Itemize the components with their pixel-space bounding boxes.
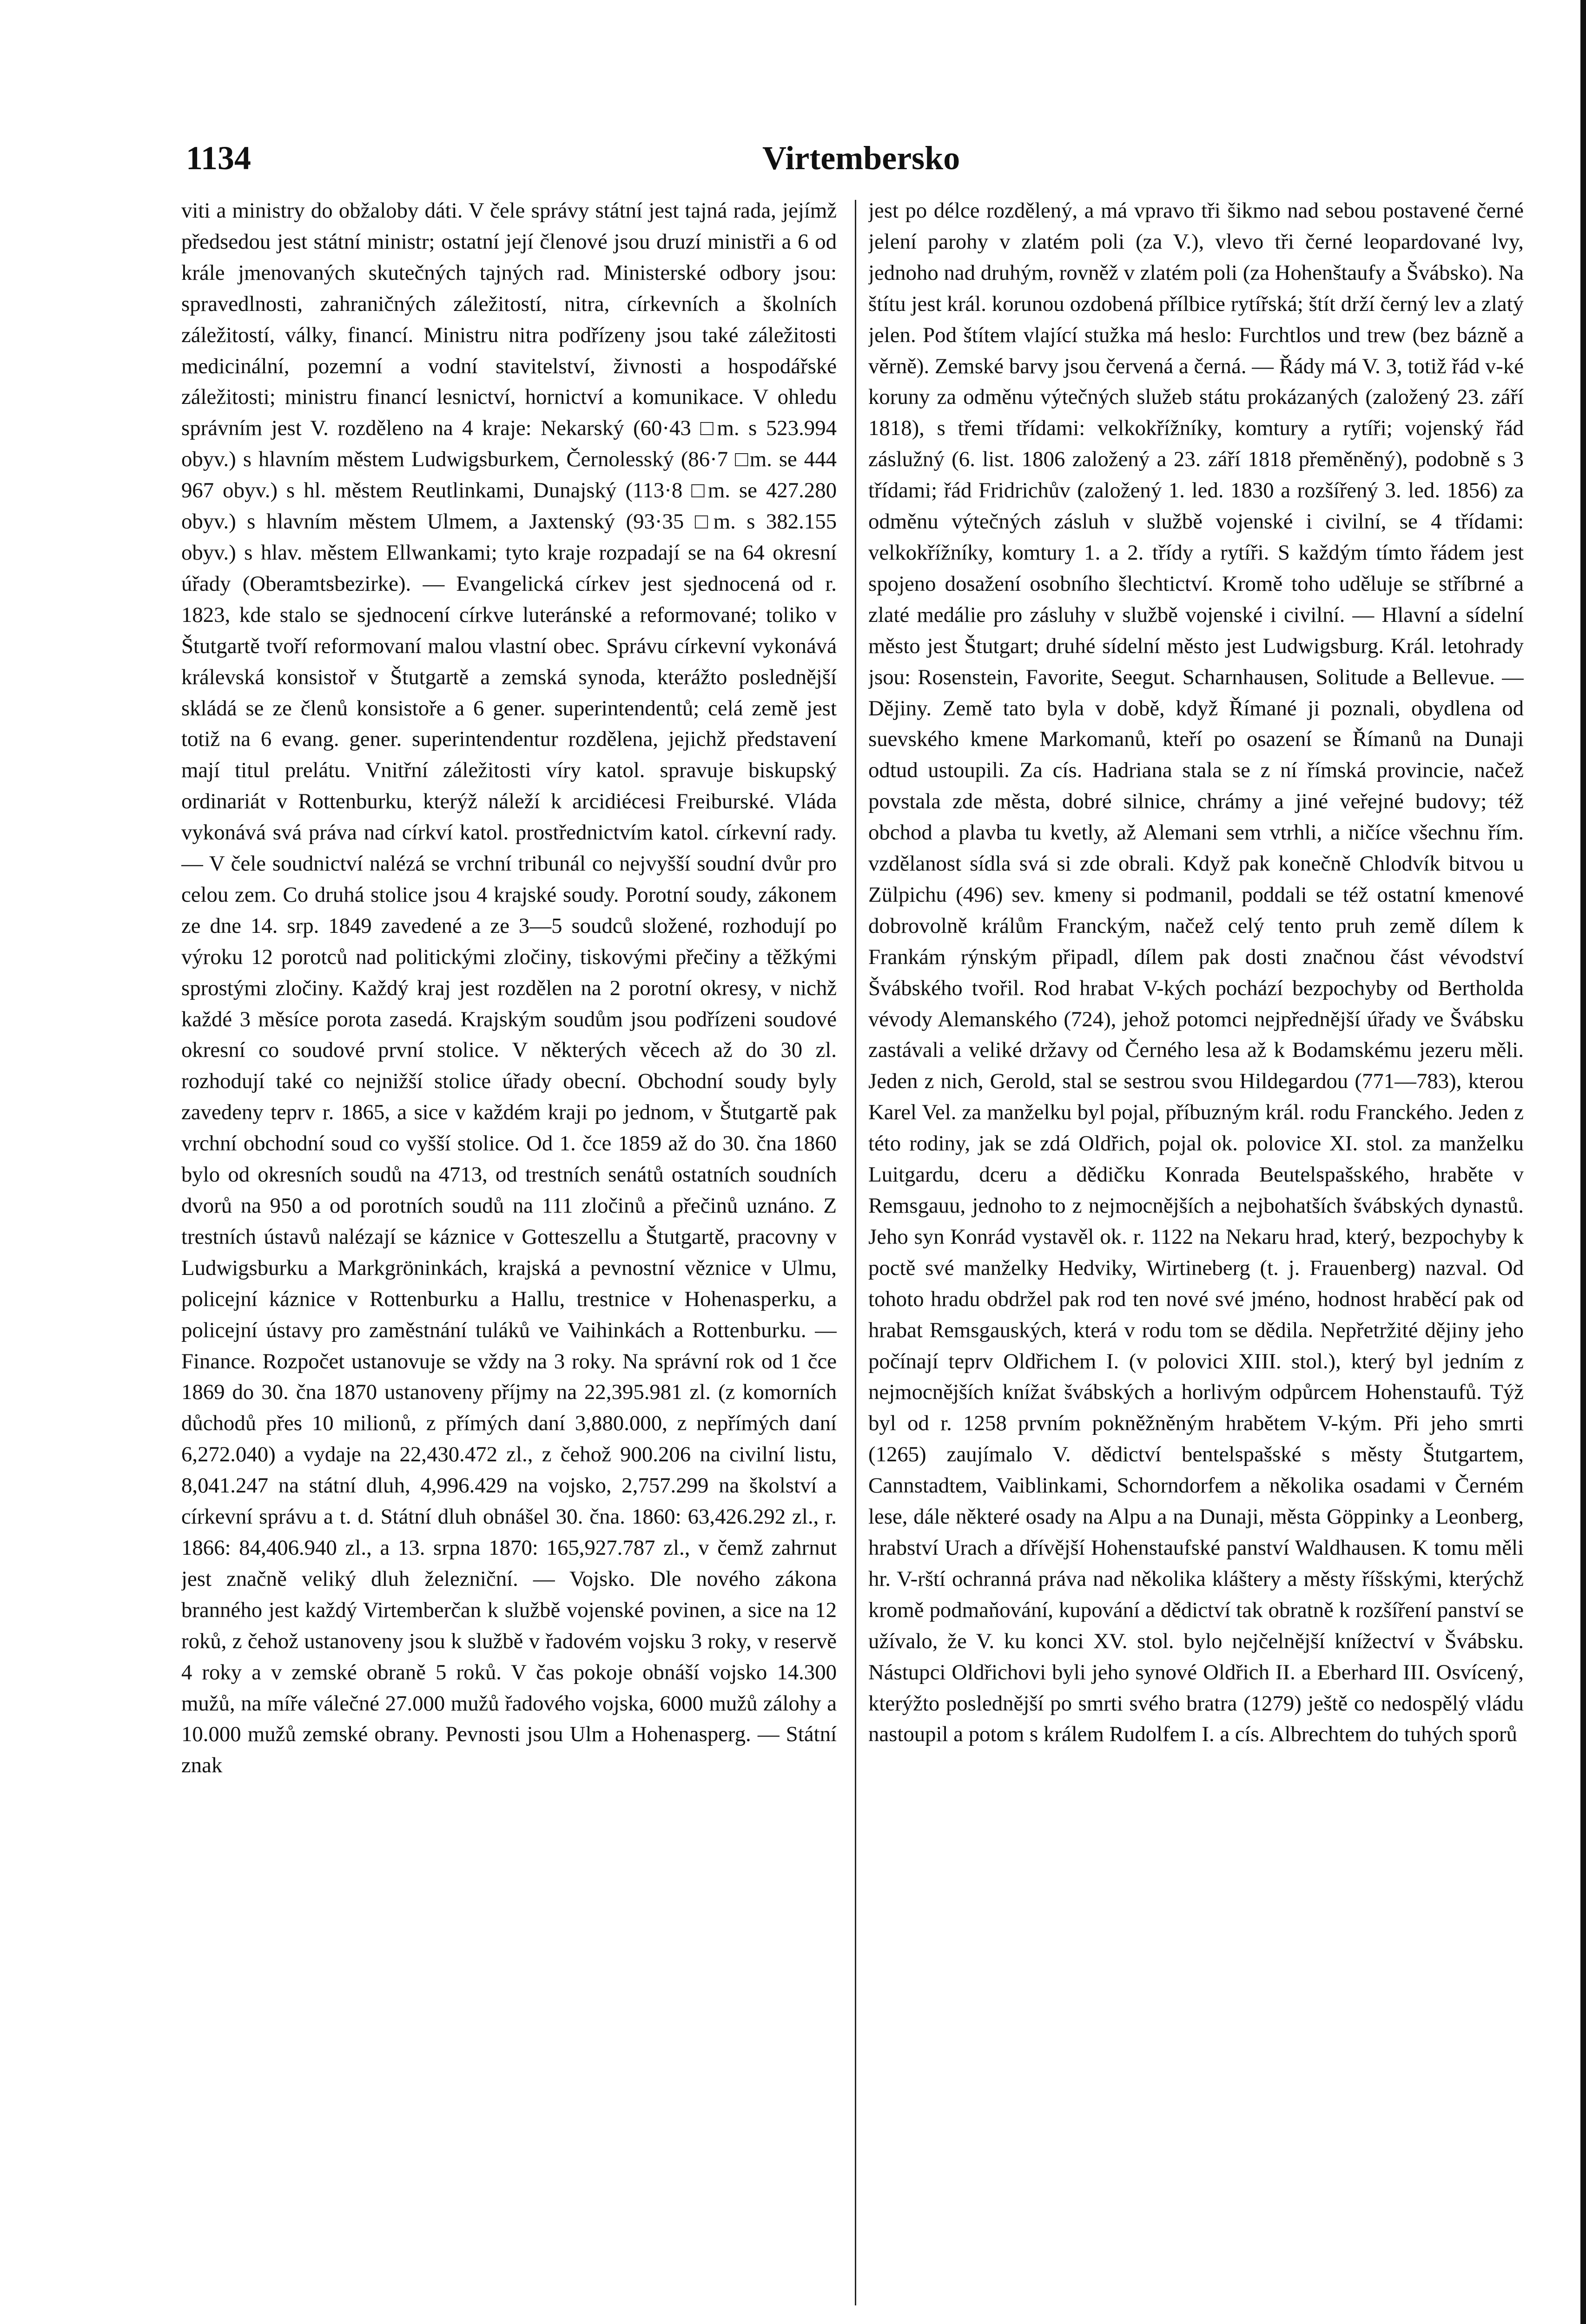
running-head: Virtembersko <box>762 139 960 177</box>
page-number: 1134 <box>186 139 251 177</box>
page-header <box>186 135 1422 191</box>
scan-edge <box>1580 0 1586 2324</box>
right-column <box>868 195 1524 2310</box>
left-column-text: viti a ministry do obžaloby dáti. V čele správy státní jest tajná rada, jejímž předsedou jest státní ministr; ostatní její členové jsou druzí ministři a 6 od krále jmenovaných skutečných tajných rad. Ministerské odbory jsou: spravedlnosti, zahraničných záležitostí, nitra, církevních a školních záležitostí, války, financí. Ministru nitra podřízeny jsou také záležitosti medicinální, pozemní a vodní stavitelství, živnosti a hospodářské záležitosti; ministru financí lesnictví, hornictví a komunikace. V ohledu správním jest V. rozděleno na 4 kraje: Nekarský (60·43 □m. s 523.994 obyv.) s hlavním městem Ludwigsburkem, Černolesský (86·7 □m. se 444 967 obyv.) s hl. městem Reutlinkami, Dunajský (113·8 □m. se 427.280 obyv.) s hlavním městem Ulmem, a Jaxtenský (93·35 □m. s 382.155 obyv.) s hlav. městem Ellwankami; tyto kraje rozpadají se na 64 okresní úřady (Oberamtsbezirke). — Evangelická církev jest sjednocená od r. 1823, kde stalo se sjednocení církve luteránské a reformované; toliko v Štutgartě tvoří reformovaní malou vlastní obec. Správu církevní vykonává králevská konsistoř v Štutgartě a zemská synoda, kterážto poslednější skládá se ze členů konsistoře a 6 gener. superintendentů; celá země jest totiž na 6 evang. gener. superintendentur rozdělena, jejichž představení mají titul prelátu. Vnitřní záležitosti víry katol. spravuje biskupský ordinariát v Rottenburku, kterýž náleží k arcidiécesi Freiburské. Vláda vykonává svá práva nad církví katol. prostřednictvím katol. církevní rady. — V čele soudnictví nalézá se vrchní tribunál co nejvyšší soudní dvůr pro celou zem. Co druhá stolice jsou 4 krajské soudy. Porotní soudy, zákonem ze dne 14. srp. 1849 zavedené a ze 3—5 soudců složené, rozhodují po výroku 12 porotců nad politickými zločiny, tiskovými přečiny a těžkými sprostými zločiny. Každý kraj jest rozdělen na 2 porotní okresy, v nichž každé 3 měsíce porota zasedá. Krajským soudům jsou podřízeni soudové okresní co soudové první stolice. V některých věcech až do 30 zl. rozhodují také co nejnižší stolice úřady obecní. Obchodní soudy byly zavedeny teprv r. 1865, a sice v každém kraji po jednom, v Štutgartě pak vrchní obchodní soud co vyšší stolice. Od 1. čce 1859 až do 30. čna 1860 bylo od okresních soudů na 4713, od trestních senátů ostatních soudních dvorů na 950 a od porotních soudů na 111 zločinů a přečinů uznáno. Z trestních ústavů nalézají se káznice v Gotteszellu a Štutgartě, pracovny v Ludwigsburku a Markgröninkách, krajská a pevnostní věznice v Ulmu, policejní káznice v Rottenburku a Hallu, trestnice v Hohenasperku, a policejní ústavy pro zaměstnání tuláků ve Vaihinkách a Rottenburku. — Finance. Rozpočet ustanovuje se vždy na 3 roky. Na správní rok od 1 čce 1869 do 30. čna 1870 ustanoveny příjmy na 22,395.981 zl. (z komorních důchodů přes 10 milionů, z přímých daní 3,880.000, z nepřímých daní 6,272.040) a vydaje na 22,430.472 zl., z čehož 900.206 na civilní listu, 8,041.247 na státní dluh, 4,996.429 na vojsko, 2,757.299 na školství a církevní správu a t. d. Státní dluh obnášel 30. čna. 1860: 63,426.292 zl., r. 1866: 84,406.940 zl., a 13. srpna 1870: 165,927.787 zl., v čemž zahrnut jest značně veliký dluh železniční. — Vojsko. Dle nového zákona branného jest každý Virtemberčan k službě vojenské povinen, a sice na 12 roků, z čehož ustanoveny jsou k službě v řadovém vojsku 3 roky, v reservě 4 roky a v zemské obraně 5 roků. V čas pokoje obnáší vojsko 14.300 mužů, na míře válečné 27.000 mužů řadového vojska, 6000 mužů zálohy a 10.000 mužů zemské obrany. Pevnosti jsou Ulm a Hohenasperg. — Státní znak <box>181 198 837 1778</box>
column-divider <box>855 200 856 2305</box>
right-column-text: jest po délce rozdělený, a má vpravo tři šikmo nad sebou postavené černé jelení parohy v zlatém poli (za V.), vlevo tři černé leopardované lvy, jednoho nad druhým, rovněž v zlatém poli (za Hohenštaufy a Švábsko). Na štítu jest král. korunou ozdobená přílbice rytířská; štít drží černý lev a zlatý jelen. Pod štítem vlající stužka má heslo: Furchtlos und trew (bez bázně a věrně). Zemské barvy jsou červená a černá. — Řády má V. 3, totiž řád v-ké koruny za odměnu výtečných služeb státu prokázaných (založený 23. září 1818), s třemi třídami: velkokřížníky, komtury a rytíři; vojenský řád záslužný (6. list. 1806 založený a 23. září 1818 přeměněný), podobně s 3 třídami; řád Fridrichův (založený 1. led. 1830 a rozšířený 3. led. 1856) za odměnu výtečných zásluh v službě vojenské i civilní, se 4 třídami: velkokřížníky, komtury 1. a 2. třídy a rytíři. S každým tímto řádem jest spojeno dosažení osobního šlechtictví. Kromě toho uděluje se stříbrné a zlaté medálie pro zásluhy v službě vojenské i civilní. — Hlavní a sídelní město jest Štutgart; druhé sídelní město jest Ludwigsburg. Král. letohrady jsou: Rosenstein, Favorite, Seegut. Scharnhausen, Solitude a Bellevue. — Dějiny. Země tato byla v době, když Římané ji poznali, obydlena od suevského kmene Markomanů, kteří po osazení se Římanů na Dunaji odtud ustoupili. Za cís. Hadriana stala se z ní římská provincie, načež povstala zde města, dobré silnice, chrámy a jiné veřejné budovy; též obchod a plavba tu kvetly, až Alemani sem vtrhli, a ničíce všechnu řím. vzdělanost sídla svá si zde obrali. Když pak konečně Chlodvík bitvou u Zülpichu (496) sev. kmeny si podmanil, poddali se též ostatní kmenové dobrovolně králům Franckým, načež celý tento pruh země dílem k Frankám rýnským připadl, dílem pak dosti značnou část vévodství Švábského tvořil. Rod hrabat V-kých pochází bezpochyby od Bertholda vévody Alemanského (724), jehož potomci nejpřednější úřady ve Švábsku zastávali a veliké državy od Černého lesa až k Bodamskému jezeru měli. Jeden z nich, Gerold, stal se sestrou svou Hildegardou (771—783), kterou Karel Vel. za manželku byl pojal, příbuzným král. rodu Franckého. Jeden z této rodiny, jak se zdá Oldřich, pojal ok. polovice XI. stol. za manželku Luitgardu, dceru a dědičku Konrada Beutelspašského, hraběte v Remsgauu, jednoho to z nejmocnějších a nejbohatších švábských dynastů. Jeho syn Konrád vystavěl ok. r. 1122 na Nekaru hrad, který, bezpochyby k poctě své manželky Hedviky, Wirtineberg (t. j. Frauenberg) nazval. Od tohoto hradu obdržel pak rod ten nové své jméno, hodnost hraběcí pak od hrabat Remsgauských, která v rodu tom se dědila. Nepřetržité dějiny jeho počínají teprv Oldřichem I. (v polovici XIII. stol.), který byl jedním z nejmocnějších knížat švábských a horlivým odpůrcem Hohenstaufů. Týž byl od r. 1258 prvním pokněžněným hrabětem V-kým. Při jeho smrti (1265) zaujímalo V. dědictví bentelspašské s městy Štutgartem, Cannstadtem, Vaiblinkami, Schorndorfem a několika osadami v Černém lese, dále některé osady na Alpu a na Dunaji, města Göppinky a Leonberg, hrabství Urach a dřívější Hohenstaufské panství Waldhausen. K tomu měli hr. V-rští ochranná práva nad několika kláštery a městy říšskými, kterýchž kromě podmaňování, kupování a dědictví tak obratně k rozšíření panství se užívalo, že V. ku konci XV. stol. bylo nejčelnější knížectví v Švábsku. Nástupci Oldřichovi byli jeho synové Oldřich II. a Eberhard III. Osvícený, kterýžto poslednější po smrti svého bratra (1279) ještě co nedospělý vládu nastoupil a potom s králem Rudolfem I. a cís. Albrechtem do tuhých sporů <box>868 198 1524 1747</box>
left-column <box>181 195 837 2310</box>
